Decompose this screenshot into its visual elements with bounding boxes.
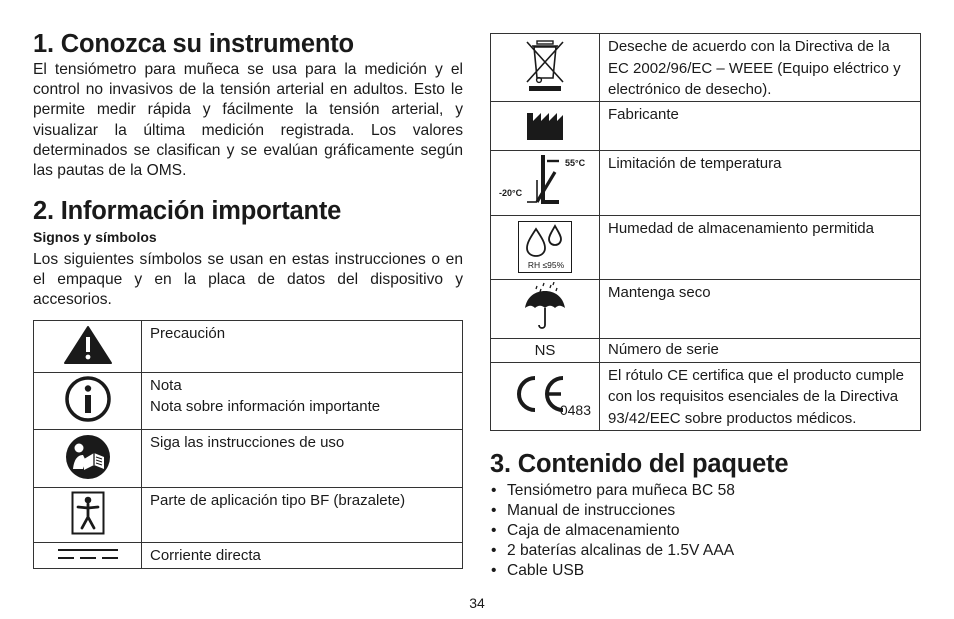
package-contents-list bbox=[490, 481, 735, 581]
symbol-icon-cell bbox=[491, 362, 600, 430]
temperature-max-label: 55°C bbox=[565, 157, 586, 168]
type-bf-applied-part-icon bbox=[71, 491, 105, 535]
symbol-icon-cell bbox=[34, 373, 142, 430]
symbol-icon-cell bbox=[491, 215, 600, 279]
symbol-icon-cell bbox=[491, 101, 600, 150]
list-item: • Cable USB bbox=[490, 561, 735, 581]
section-1-body: El tensiómetro para muñeca se usa para la medición y el control no invasivos de la tensión arterial en adultos. Esto le permite medir rápida y fácilmente la tensión arterial, y visualizar la última medición registrada. Los valores determinados se clasifican y se evalúan gráficamente según las pautas de la OMS. bbox=[33, 61, 463, 180]
section-1-title: 1. Conozca su instrumento bbox=[33, 30, 354, 58]
symbol-icon-cell bbox=[34, 430, 142, 488]
symbol-text: Deseche de acuerdo con la Directiva de la EC 2002/96/EC – WEEE (Equipo eléctrico y electrónico de desecho). bbox=[600, 34, 921, 102]
symbol-row-temperature bbox=[491, 150, 921, 215]
humidity-drops-icon bbox=[522, 224, 568, 258]
symbol-text: Limitación de temperatura bbox=[600, 150, 921, 215]
symbol-row-humidity bbox=[491, 215, 921, 279]
umbrella-keep-dry-icon bbox=[522, 282, 568, 332]
weee-crossed-bin-icon bbox=[523, 38, 567, 92]
manufacturer-factory-icon bbox=[525, 107, 565, 141]
info-circle-icon bbox=[64, 375, 112, 423]
symbol-text: Mantenga seco bbox=[600, 279, 921, 338]
symbol-row-weee bbox=[491, 34, 921, 102]
temperature-min-label: -20°C bbox=[499, 187, 523, 198]
symbol-row-caution bbox=[34, 321, 463, 373]
symbol-text: Corriente directa bbox=[142, 543, 463, 569]
symbol-icon-cell bbox=[34, 543, 142, 569]
symbol-row-note bbox=[34, 373, 463, 430]
symbol-icon-cell bbox=[491, 150, 600, 215]
list-item: • Caja de almacenamiento bbox=[490, 521, 735, 541]
symbols-table-left bbox=[33, 320, 463, 569]
section-2-title: 2. Información importante bbox=[33, 197, 342, 225]
read-instructions-icon bbox=[64, 433, 112, 481]
symbol-row-type-bf bbox=[34, 488, 463, 543]
symbol-text: Precaución bbox=[142, 321, 463, 373]
symbol-text-detail: Nota sobre información importante bbox=[150, 397, 381, 415]
symbol-text-cell bbox=[142, 373, 463, 430]
humidity-symbol-frame bbox=[518, 221, 572, 273]
symbol-row-serial-number bbox=[491, 338, 921, 362]
serial-number-symbol: NS bbox=[491, 338, 600, 362]
symbol-text: Nota bbox=[150, 377, 182, 394]
symbol-row-manufacturer bbox=[491, 101, 921, 150]
symbol-icon-cell bbox=[491, 34, 600, 102]
direct-current-icon bbox=[56, 546, 120, 562]
list-item: • 2 baterías alcalinas de 1.5V AAA bbox=[490, 541, 735, 561]
symbol-text: El rótulo CE certifica que el producto cumple con los requisitos esenciales de la Directiva 93/42/EEC sobre productos médicos. bbox=[600, 362, 921, 430]
section-2-subtitle: Signos y símbolos bbox=[33, 229, 157, 245]
symbol-row-ce-mark bbox=[491, 362, 921, 430]
symbol-text: Siga las instrucciones de uso bbox=[142, 430, 463, 488]
symbol-row-instructions bbox=[34, 430, 463, 488]
symbol-text: Fabricante bbox=[600, 101, 921, 150]
symbol-text: Número de serie bbox=[600, 338, 921, 362]
symbol-row-keep-dry bbox=[491, 279, 921, 338]
symbol-icon-cell bbox=[34, 488, 142, 543]
symbol-icon-cell bbox=[491, 279, 600, 338]
symbol-row-direct-current bbox=[34, 543, 463, 569]
list-item: • Tensiómetro para muñeca BC 58 bbox=[490, 481, 735, 501]
symbol-text: Humedad de almacenamiento permitida bbox=[600, 215, 921, 279]
section-2-body: Los siguientes símbolos se usan en estas instrucciones o en el empaque y en la placa de datos del dispositivo y accesorios. bbox=[33, 251, 463, 309]
symbol-icon-cell bbox=[34, 321, 142, 373]
warning-triangle-icon bbox=[63, 325, 113, 365]
symbol-text: Parte de aplicación tipo BF (brazalete) bbox=[142, 488, 463, 543]
list-item: • Manual de instrucciones bbox=[490, 501, 735, 521]
page-number: 34 bbox=[469, 595, 485, 611]
symbols-table-right bbox=[490, 33, 921, 431]
humidity-label: RH ≤95% bbox=[527, 260, 565, 270]
ce-notified-body-number: 0483 bbox=[559, 401, 591, 418]
section-3-title: 3. Contenido del paquete bbox=[490, 450, 789, 478]
